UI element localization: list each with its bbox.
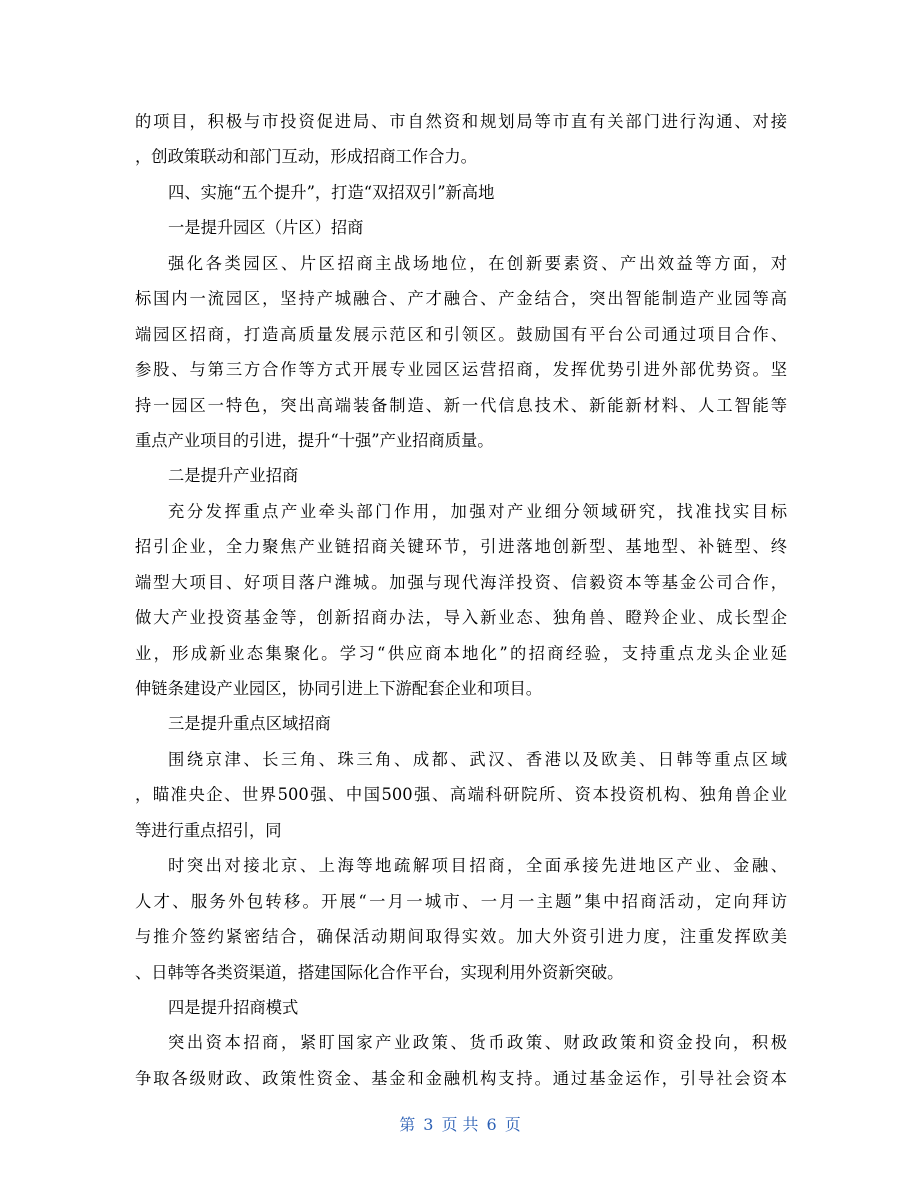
- text-line: 争取各级财政、政策性资金、基金和金融机构支持。通过基金运作，引导社会资本: [135, 1068, 787, 1088]
- text-line: 强化各类园区、片区招商主战场地位，在创新要素资、产出效益等方面，对: [168, 253, 787, 273]
- text-line: 人才、服务外包转移。开展“一月一城市、一月一主题”集中招商活动，定向拜访: [135, 891, 787, 911]
- text-line: 端园区招商，打造高质量发展示范区和引领区。鼓励国有平台公司通过项目合作、: [135, 324, 787, 344]
- text-line: 时突出对接北京、上海等地疏解项目招商，全面承接先进地区产业、金融、: [168, 856, 787, 876]
- text-line: 的项目，积极与市投资促进局、市自然资和规划局等市直有关部门进行沟通、对接: [135, 112, 787, 131]
- text-line: 等进行重点招引，同: [135, 820, 282, 840]
- text-line: 、日韩等各类资渠道，搭建国际化合作平台，实现利用外资新突破。: [135, 962, 624, 982]
- text-line: 重点产业项目的引进，提升“十强”产业招商质量。: [135, 430, 494, 450]
- text-line: 突出资本招商，紧盯国家产业政策、货币政策、财政政策和资金投向，积极: [168, 1033, 787, 1053]
- text-line: 与推介签约紧密结合，确保活动期间取得实效。加大外资引进力度，注重发挥欧美: [135, 927, 787, 947]
- footer-suffix: 页: [504, 1115, 521, 1134]
- footer-middle: 页 共: [441, 1115, 479, 1134]
- text-line: 做大产业投资基金等，创新招商办法，导入新业态、独角兽、瞪羚企业、成长型企: [135, 608, 787, 628]
- text-line: 参股、与第三方合作等方式开展专业园区运营招商，发挥优势引进外部优势资。坚: [135, 360, 787, 380]
- text-line: 围绕京津、长三角、珠三角、成都、武汉、香港以及欧美、日韩等重点区域: [168, 749, 787, 769]
- text-line: 持一园区一特色，突出高端装备制造、新一代信息技术、新能新材料、人工智能等: [135, 395, 787, 415]
- footer-prefix: 第: [399, 1115, 416, 1134]
- footer-page-number: 3: [423, 1115, 434, 1134]
- text-line: ，创政策联动和部门互动，形成招商工作合力。: [135, 147, 477, 167]
- document-body: [135, 104, 787, 1096]
- text-line: 伸链条建设产业园区，协同引进上下游配套企业和项目。: [135, 679, 543, 698]
- text-line: 端型大项目、好项目落户潍城。加强与现代海洋投资、信毅资本等基金公司合作，: [135, 572, 787, 592]
- text-line: 招引企业，全力聚焦产业链招商关键环节，引进落地创新型、基地型、补链型、终: [135, 537, 787, 557]
- text-line: 标国内一流园区，坚持产城融合、产才融合、产金结合，突出智能制造产业园等高: [135, 289, 787, 309]
- section-heading: 三是提升重点区域招商: [168, 714, 331, 734]
- text-line: 充分发挥重点产业牵头部门作用，加强对产业细分领域研究，找准找实目标: [168, 501, 787, 521]
- page-footer: [0, 1113, 920, 1137]
- section-heading: 二是提升产业招商: [168, 466, 299, 486]
- section-heading: 四是提升招商模式: [168, 997, 299, 1017]
- text-line: 业，形成新业态集聚化。学习“供应商本地化”的招商经验，支持重点龙头企业延: [135, 643, 787, 663]
- text-line: ，瞄准央企、世界500强、中国500强、高端科研院所、资本投资机构、独角兽企业: [135, 785, 787, 805]
- section-heading: 一是提升园区（片区）招商: [168, 218, 364, 238]
- footer-total-pages: 6: [486, 1115, 497, 1134]
- section-heading: 四、实施“五个提升”，打造“双招双引”新高地: [168, 182, 495, 202]
